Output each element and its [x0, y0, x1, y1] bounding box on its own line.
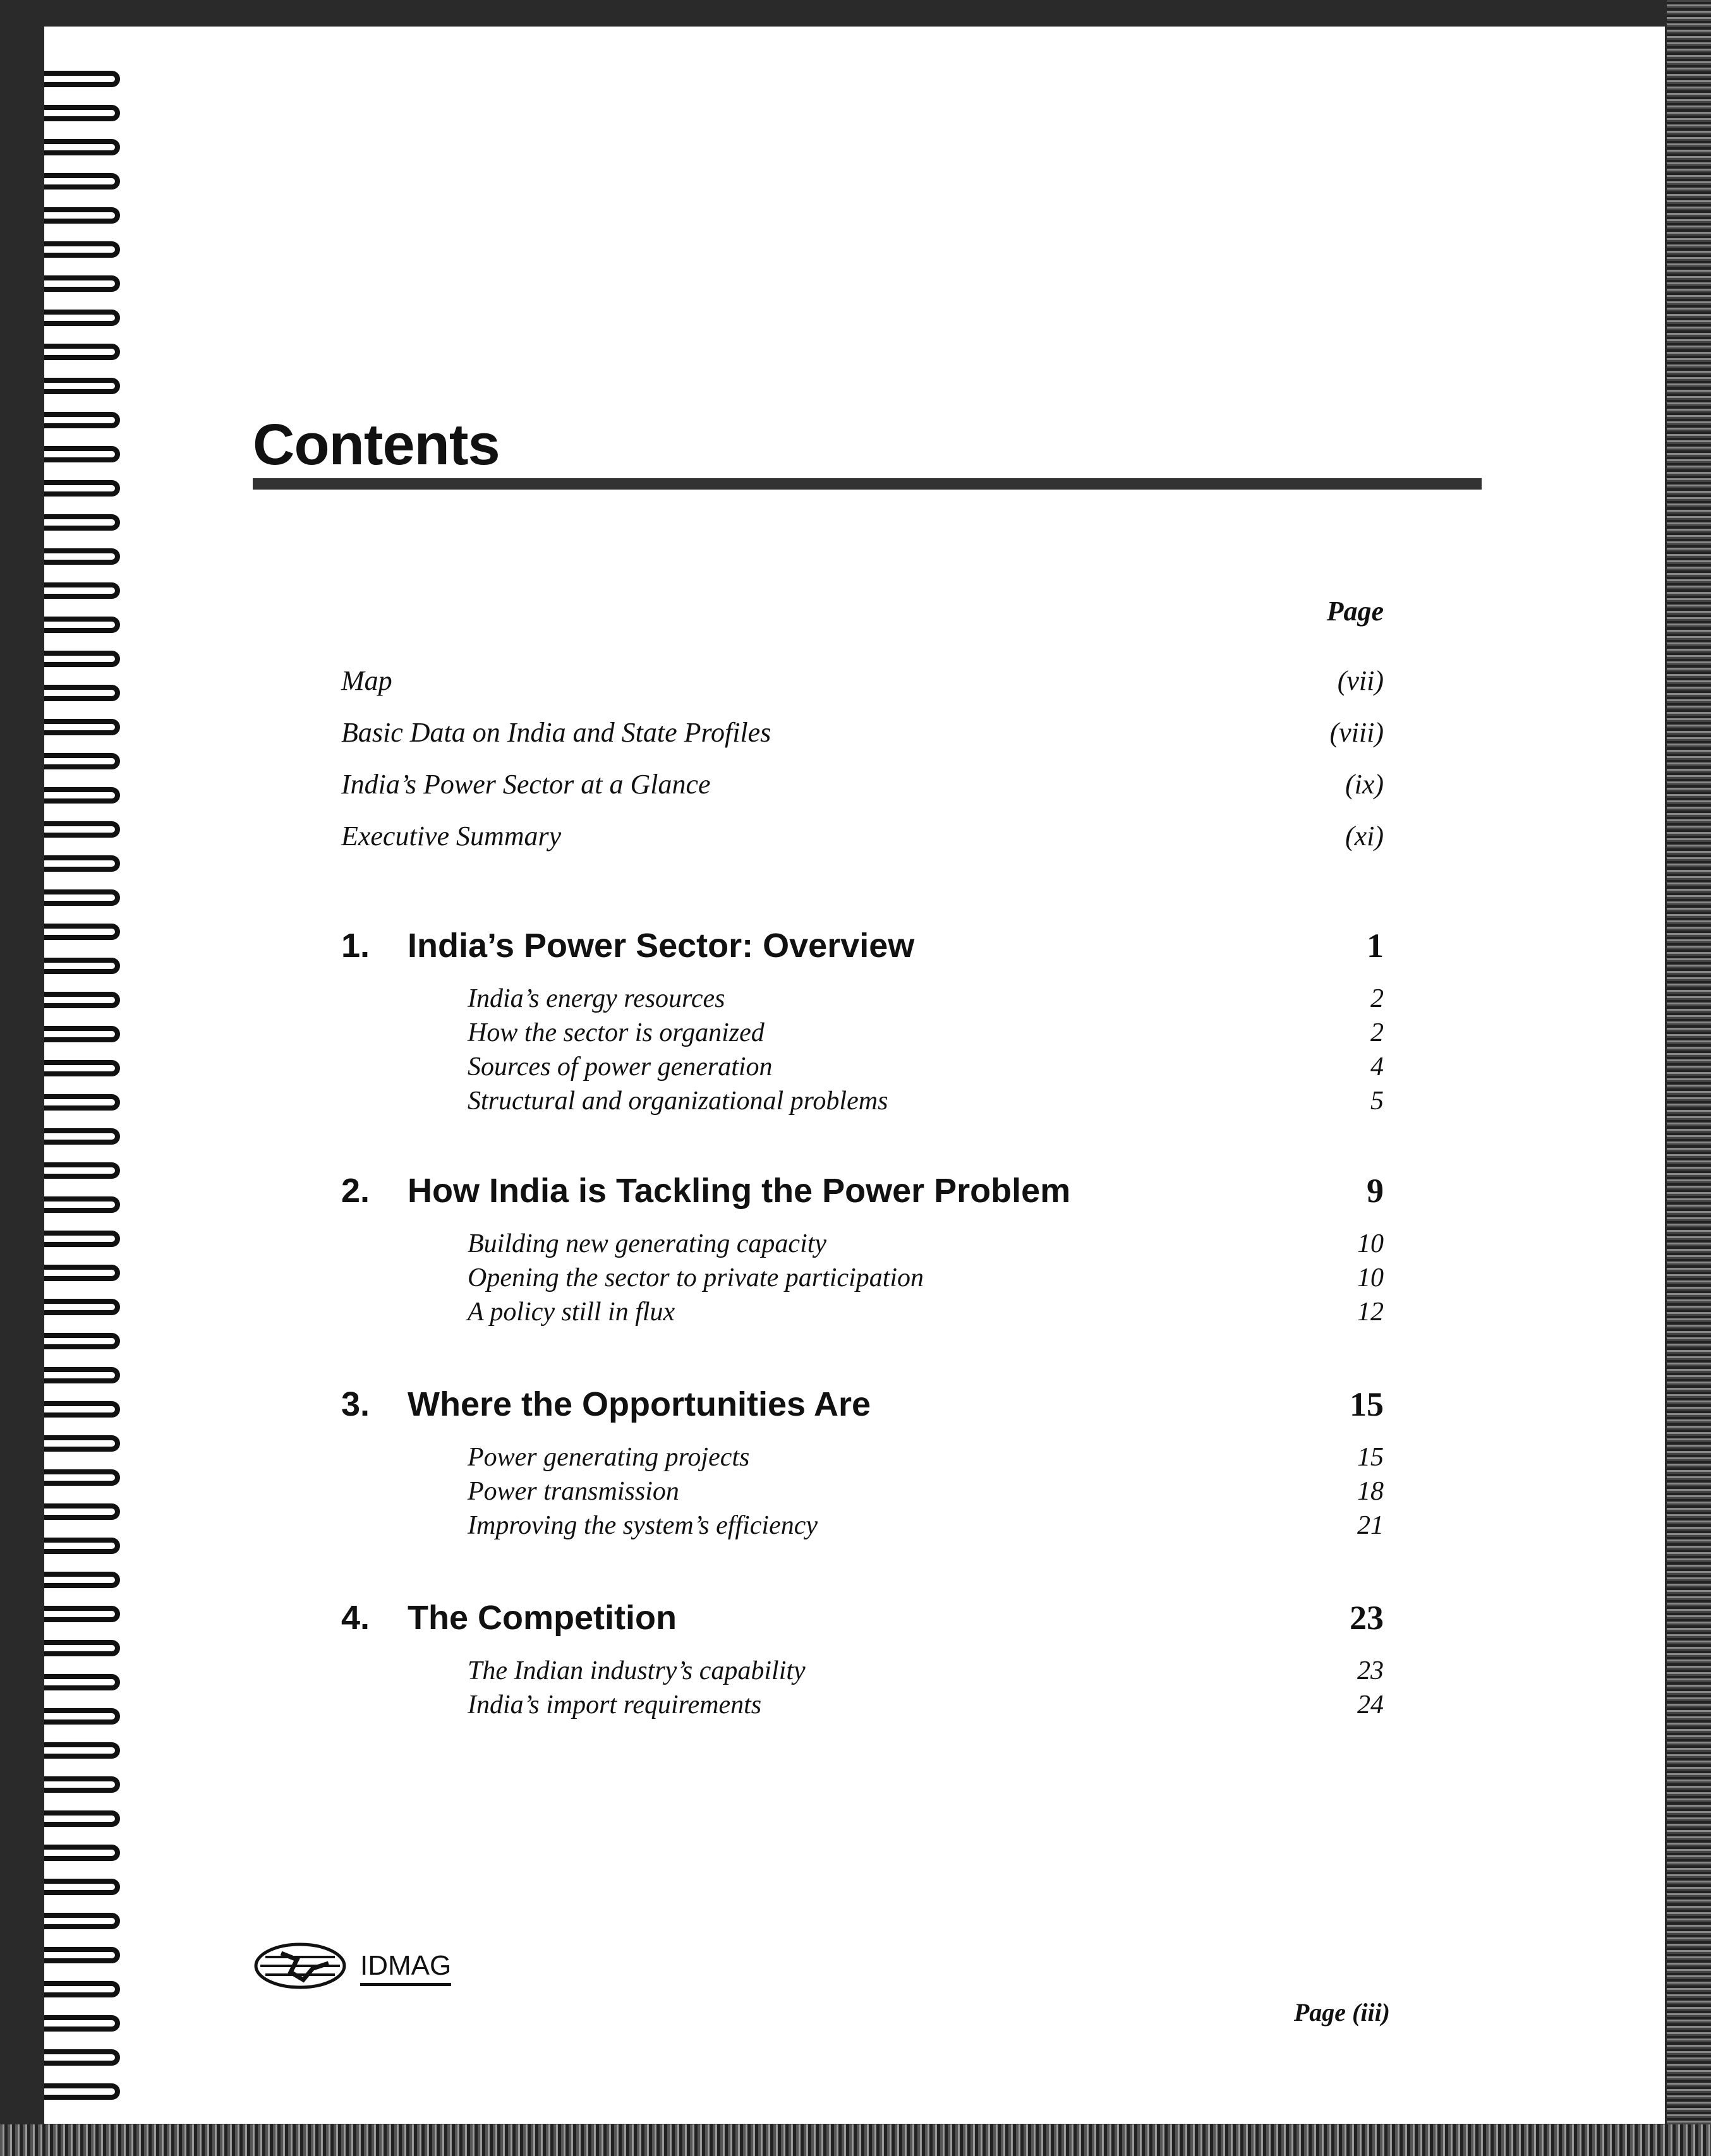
binding-coil — [44, 1879, 120, 1895]
binding-coil — [44, 1503, 120, 1520]
binding-coil — [44, 1231, 120, 1247]
binding-coil — [44, 855, 120, 872]
section-page: 24 — [1357, 1690, 1384, 1719]
chapter-title: How India is Tackling the Power Problem — [408, 1172, 1071, 1210]
binding-coil — [44, 651, 120, 667]
binding-coil — [44, 1640, 120, 1656]
toc-entry-page: (viii) — [1329, 717, 1384, 748]
document-page — [44, 27, 1665, 2124]
binding-coil — [44, 207, 120, 224]
binding-coil — [44, 1810, 120, 1827]
section-label: Structural and organizational problems — [468, 1087, 888, 1116]
toc-entry-label: Executive Summary — [341, 821, 562, 852]
chapter-page: 23 — [1350, 1599, 1384, 1637]
section-label: India’s import requirements — [468, 1690, 762, 1719]
section-page: 2 — [1370, 1018, 1384, 1047]
toc-section[interactable] — [468, 1656, 1384, 1690]
binding-coil — [44, 1026, 120, 1042]
binding-coil — [44, 821, 120, 838]
chapter-page: 9 — [1367, 1172, 1384, 1210]
binding-coil — [44, 685, 120, 701]
logo-text: IDMAG — [360, 1950, 451, 1986]
section-page: 5 — [1370, 1087, 1384, 1116]
binding-coil — [44, 1060, 120, 1076]
binding-coil — [44, 1572, 120, 1588]
section-page: 2 — [1370, 984, 1384, 1013]
binding-coil — [44, 139, 120, 155]
binding-coil — [44, 1196, 120, 1213]
binding-coil — [44, 1947, 120, 1963]
binding-coil — [44, 1435, 120, 1452]
section-label: Building new generating capacity — [468, 1229, 827, 1258]
page-column-label: Page — [1326, 596, 1384, 627]
toc-entry-power-sector-glance[interactable] — [341, 768, 1384, 806]
toc-entry-label: Basic Data on India and State Profiles — [341, 717, 771, 748]
toc-section[interactable] — [468, 1510, 1384, 1545]
footer-page-number: Page (iii) — [1293, 1998, 1390, 2027]
binding-coil — [44, 1265, 120, 1281]
chapter-number: 3. — [341, 1385, 370, 1423]
binding-coil — [44, 924, 120, 940]
section-label: Power transmission — [468, 1477, 679, 1506]
binding-coil — [44, 889, 120, 906]
binding-coil — [44, 275, 120, 292]
toc-section[interactable] — [468, 1229, 1384, 1263]
chapter-title: Where the Opportunities Are — [408, 1385, 871, 1423]
binding-coil — [44, 1913, 120, 1929]
section-label: Power generating projects — [468, 1443, 750, 1472]
chapter-title: India’s Power Sector: Overview — [408, 927, 915, 965]
binding-coil — [44, 1776, 120, 1793]
binding-coil — [44, 1162, 120, 1179]
toc-section[interactable] — [468, 984, 1384, 1018]
section-label: A policy still in flux — [468, 1298, 675, 1327]
chapter-number: 1. — [341, 927, 370, 965]
toc-section[interactable] — [468, 1263, 1384, 1297]
binding-coil — [44, 1401, 120, 1418]
binding-coil — [44, 1367, 120, 1383]
binding-coil — [44, 1674, 120, 1690]
section-label: Improving the system’s efficiency — [468, 1511, 818, 1540]
binding-coil — [44, 1094, 120, 1111]
spiral-binding — [44, 71, 139, 2117]
chapter-title: The Competition — [408, 1599, 677, 1637]
toc-entry-page: (ix) — [1345, 769, 1384, 800]
binding-coil — [44, 514, 120, 531]
binding-coil — [44, 1128, 120, 1145]
section-page: 10 — [1357, 1229, 1384, 1258]
toc-chapter-3[interactable] — [341, 1385, 1384, 1429]
toc-section[interactable] — [468, 1442, 1384, 1476]
scan-edge-right — [1667, 0, 1711, 2156]
chapter-number: 2. — [341, 1172, 370, 1210]
chapter-page: 1 — [1367, 927, 1384, 965]
binding-coil — [44, 310, 120, 326]
section-page: 12 — [1357, 1298, 1384, 1327]
toc-section[interactable] — [468, 1690, 1384, 1724]
binding-coil — [44, 787, 120, 804]
toc-entry-executive-summary[interactable] — [341, 820, 1384, 858]
binding-coil — [44, 1742, 120, 1759]
binding-coil — [44, 2015, 120, 2032]
section-page: 15 — [1357, 1443, 1384, 1472]
section-label: Opening the sector to private participation — [468, 1263, 924, 1292]
section-label: How the sector is organized — [468, 1018, 765, 1047]
binding-coil — [44, 71, 120, 87]
binding-coil — [44, 1469, 120, 1486]
binding-coil — [44, 992, 120, 1008]
toc-entry-label: Map — [341, 665, 392, 696]
section-page: 23 — [1357, 1656, 1384, 1685]
binding-coil — [44, 617, 120, 633]
binding-coil — [44, 241, 120, 258]
section-label: India’s energy resources — [468, 984, 725, 1013]
scan-edge-bottom — [0, 2124, 1711, 2156]
binding-coil — [44, 548, 120, 565]
binding-coil — [44, 2049, 120, 2066]
binding-coil — [44, 344, 120, 360]
section-page: 18 — [1357, 1477, 1384, 1506]
binding-coil — [44, 2083, 120, 2100]
binding-coil — [44, 753, 120, 769]
binding-coil — [44, 1708, 120, 1725]
binding-coil — [44, 412, 120, 428]
toc-section[interactable] — [468, 1297, 1384, 1331]
toc-chapter-1[interactable] — [341, 926, 1384, 970]
toc-section[interactable] — [468, 1052, 1384, 1086]
binding-coil — [44, 582, 120, 599]
binding-coil — [44, 1981, 120, 1997]
toc-entry-map[interactable] — [341, 665, 1384, 702]
binding-coil — [44, 1538, 120, 1554]
binding-coil — [44, 378, 120, 394]
page-title: Contents — [253, 413, 500, 477]
toc-section[interactable] — [468, 1086, 1384, 1120]
toc-chapter-2[interactable] — [341, 1171, 1384, 1215]
globe-logo-icon — [253, 1941, 348, 1991]
title-rule — [253, 478, 1482, 490]
section-page: 21 — [1357, 1511, 1384, 1540]
toc-chapter-4[interactable] — [341, 1598, 1384, 1642]
toc-entry-page: (xi) — [1345, 821, 1384, 852]
binding-coil — [44, 446, 120, 462]
binding-coil — [44, 1299, 120, 1315]
toc-entry-label: India’s Power Sector at a Glance — [341, 769, 711, 800]
toc-entry-page: (vii) — [1337, 665, 1384, 696]
section-page: 10 — [1357, 1263, 1384, 1292]
binding-coil — [44, 480, 120, 497]
section-page: 4 — [1370, 1052, 1384, 1081]
binding-coil — [44, 1845, 120, 1861]
section-label: The Indian industry’s capability — [468, 1656, 806, 1685]
binding-coil — [44, 1333, 120, 1349]
binding-coil — [44, 958, 120, 974]
binding-coil — [44, 105, 120, 121]
section-label: Sources of power generation — [468, 1052, 773, 1081]
chapter-page: 15 — [1350, 1385, 1384, 1423]
binding-coil — [44, 173, 120, 190]
binding-coil — [44, 719, 120, 735]
chapter-number: 4. — [341, 1599, 370, 1637]
toc-entry-basic-data[interactable] — [341, 716, 1384, 754]
binding-coil — [44, 1606, 120, 1622]
toc-section[interactable] — [468, 1476, 1384, 1510]
toc-section[interactable] — [468, 1018, 1384, 1052]
